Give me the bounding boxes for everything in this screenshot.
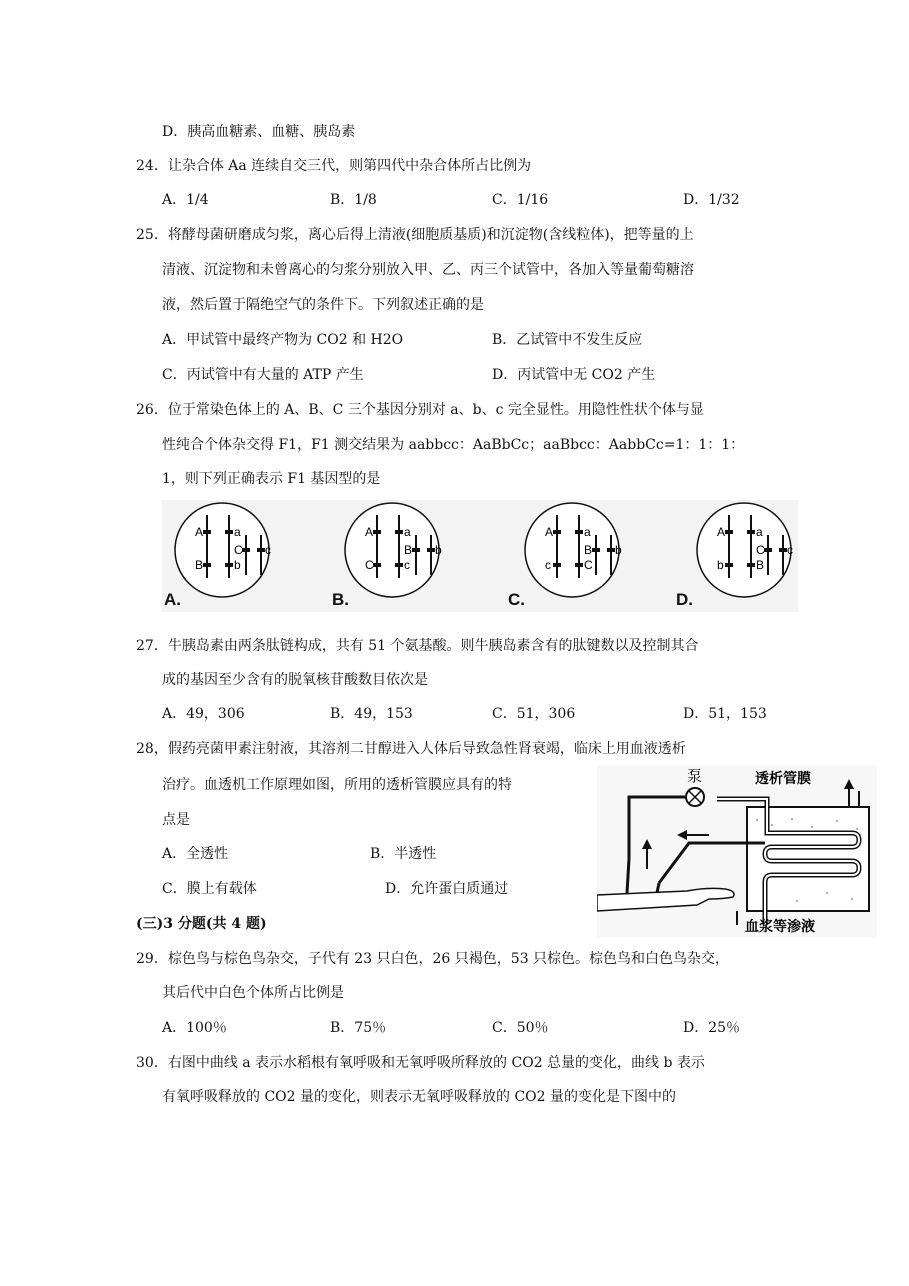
cell-d [697, 503, 793, 597]
q25-line-2: 清液、沉淀物和未曾离心的匀浆分别放入甲、乙、丙三个试管中，各加入等量葡萄糖溶 [162, 262, 694, 278]
membrane-label: 透析管膜 [755, 771, 811, 787]
cell-label-c: C. [508, 590, 525, 609]
cell-label-d: D. [676, 590, 693, 609]
cell-b-gene-4: c [404, 558, 410, 572]
cell-d-gene-2: a [756, 525, 763, 539]
q26-cell-figure [162, 500, 798, 612]
cell-b [345, 503, 442, 597]
cell-a-gene-1: A [195, 525, 204, 539]
q24-option-c: C．1/16 [492, 192, 549, 208]
cell-d-gene-1: A [717, 525, 726, 539]
cell-c-gene-2: a [584, 525, 591, 539]
cell-c-gene-6: b [615, 543, 622, 557]
cell-c-gene-4: C [584, 558, 593, 572]
q30-line-2: 有氧呼吸释放的 CO2 量的变化，则表示无氧呼吸释放的 CO2 量的变化是下图中的 [162, 1089, 676, 1105]
cell-d-gene-3: b [717, 558, 724, 572]
q25-option-c: C．丙试管中有大量的 ATP 产生 [162, 367, 364, 383]
cell-d-gene-4: B [756, 558, 765, 572]
dialysis-diagram [597, 765, 877, 937]
cell-c-gene-5: B [584, 543, 593, 557]
q26-line-3: 1，则下列正确表示 F1 基因型的是 [162, 471, 381, 487]
q28-option-d: D．允许蛋白质通过 [385, 881, 509, 897]
q25-line-3: 液，然后置于隔绝空气的条件下。下列叙述正确的是 [162, 297, 484, 313]
q27-line-2: 成的基因至少含有的脱氧核苷酸数目依次是 [162, 672, 428, 688]
dialysis-svg [597, 765, 877, 937]
q25-option-a: A．甲试管中最终产物为 CO2 和 H2O [162, 332, 404, 348]
cell-a-gene-5: C [234, 543, 243, 557]
cell-figure-svg [162, 500, 798, 612]
cell-b-gene-2: a [404, 525, 411, 539]
cell-label-a: A. [164, 590, 181, 609]
cell-d-gene-5: C [756, 543, 765, 557]
cell-a-gene-6: c [265, 543, 271, 557]
cell-a-gene-3: B [195, 558, 204, 572]
cell-b-gene-3: C [365, 558, 374, 572]
cell-label-b: B. [332, 590, 349, 609]
q25-option-b: B．乙试管中不发生反应 [492, 332, 643, 348]
cell-a-gene-2: a [234, 525, 241, 539]
q28-option-a: A．全透性 [162, 846, 229, 862]
cell-b-gene-6: b [435, 543, 442, 557]
cell-a-gene-4: b [234, 558, 241, 572]
q30-line-1: 30．右图中曲线 a 表示水稻根有氧呼吸和无氧呼吸所释放的 CO2 总量的变化，曲线 b 表示 [136, 1055, 705, 1071]
q27-option-a: A．49，306 [162, 706, 245, 722]
q29-line-1: 29．棕色鸟与棕色鸟杂交，子代有 23 只白色，26 只褐色，53 只棕色。棕色鸟和白色鸟杂交， [136, 951, 730, 967]
q29-line-2: 其后代中白色个体所占比例是 [162, 985, 344, 1001]
q24-option-d: D．1/32 [683, 192, 740, 208]
q25-line-1: 25．将酵母菌研磨成匀浆，离心后得上清液(细胞质基质)和沉淀物(含线粒体)，把等量的上 [136, 227, 694, 243]
q29-option-d: D．25％ [683, 1020, 741, 1036]
q28-option-b: B．半透性 [370, 846, 437, 862]
q27-line-1: 27．牛胰岛素由两条肽链构成，共有 51 个氨基酸。则牛胰岛素含有的肽键数以及控制其合 [136, 638, 699, 654]
q28-line-3: 点是 [162, 812, 190, 828]
q28-line-2: 治疗。血透机工作原理如图，所用的透析管膜应具有的特 [162, 777, 512, 793]
cell-c-gene-3: c [545, 558, 551, 572]
q25-option-d: D．丙试管中无 CO2 产生 [492, 367, 656, 383]
cell-b-gene-1: A [365, 525, 374, 539]
fluid-label: 血浆等渗液 [745, 919, 815, 935]
q29-option-a: A．100％ [162, 1020, 227, 1036]
q29-option-c: C．50％ [492, 1020, 549, 1036]
pump-label: 泵 [687, 767, 703, 785]
q28-option-c: C．膜上有载体 [162, 881, 257, 897]
cell-d-gene-6: c [787, 543, 793, 557]
cell-a [175, 503, 271, 597]
q27-option-d: D．51，153 [683, 706, 767, 722]
q27-option-c: C．51，306 [492, 706, 576, 722]
cell-c-gene-1: A [545, 525, 554, 539]
q24-stem: 24．让杂合体 Aa 连续自交三代，则第四代中杂合体所占比例为 [136, 158, 532, 174]
section-header: (三)3 分题(共 4 题) [136, 916, 267, 932]
cell-b-gene-5: B [404, 543, 413, 557]
q26-line-1: 26．位于常染色体上的 A、B、C 三个基因分别对 a、b、c 完全显性。用隐性性状个体与显 [136, 402, 704, 418]
cell-c [525, 503, 622, 597]
q23-option-d: D．胰高血糖素、血糖、胰岛素 [162, 124, 356, 140]
q24-option-a: A．1/4 [162, 192, 209, 208]
q26-line-2: 性纯合个体杂交得 F1，F1 测交结果为 aabbcc：AaBbCc；aaBbcc：AabbCc=1：1：1： [162, 437, 745, 453]
q27-option-b: B．49，153 [330, 706, 413, 722]
q24-option-b: B．1/8 [330, 192, 377, 208]
q28-line-1: 28，假药亮菌甲素注射液，其溶剂二甘醇进入人体后导致急性肾衰竭，临床上用血液透析 [136, 741, 686, 757]
q29-option-b: B．75％ [330, 1020, 387, 1036]
